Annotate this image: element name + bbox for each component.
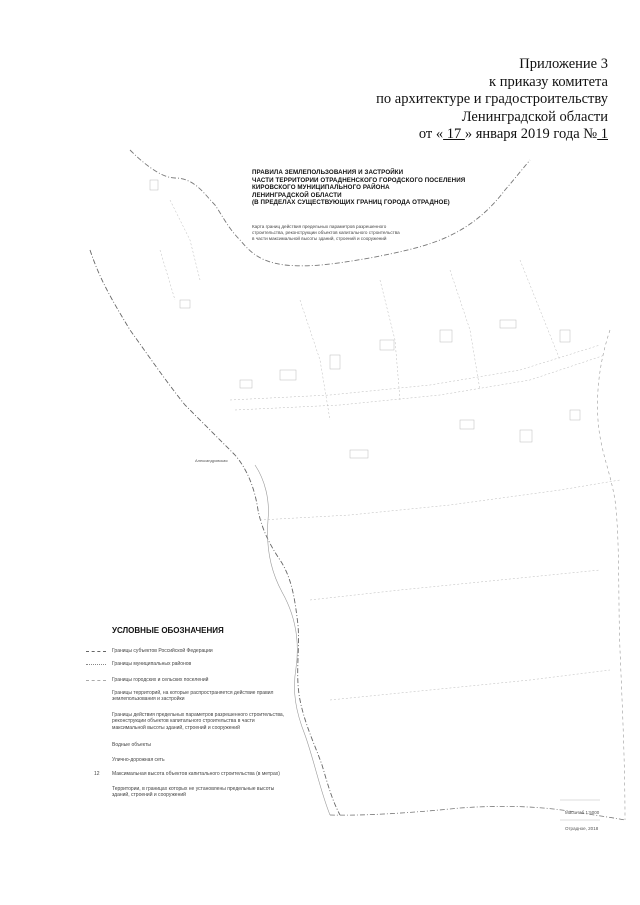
legend-title: УСЛОВНЫЕ ОБОЗНАЧЕНИЯ <box>112 626 224 635</box>
date-day: 17 <box>443 126 465 142</box>
legend-item-label: Границы субъектов Российской Федерации <box>112 648 213 654</box>
boundary-symbol-icon <box>86 651 106 652</box>
map-title-line: ПРАВИЛА ЗЕМЛЕПОЛЬЗОВАНИЯ И ЗАСТРОЙКИ <box>252 169 404 176</box>
date-middle: » января 2019 года № <box>464 126 598 142</box>
order-reference: к приказу комитета <box>489 73 608 90</box>
legend-item-label: Территории, в границах которых не установлены предельные высоты зданий, строений и сооружений <box>112 786 275 799</box>
legend-item-label: Границы городских и сельских поселений <box>112 677 209 683</box>
committee-name: по архитектуре и градостроительству <box>376 91 608 107</box>
street-network <box>160 200 620 700</box>
map-title-line: КИРОВСКОГО МУНИЦИПАЛЬНОГО РАЙОНА <box>252 184 390 192</box>
legend-item-label: Максимальная высота объектов капитального строительства (в метрах) <box>112 771 280 777</box>
date-prefix: от « <box>418 126 444 142</box>
legend-item-label: Водные объекты <box>112 742 151 748</box>
height-number-symbol: 12 <box>94 771 100 777</box>
legend-item-label: Границы действия предельных параметров разрешенного строительства, реконструкции объектов капитального строительства в части максимальной высоты зданий, строений и сооружений <box>112 712 285 731</box>
territory-boundary-right <box>598 330 626 820</box>
boundary-symbol-icon <box>86 664 106 665</box>
legend-item-label: Улично-дорожная сеть <box>112 757 165 763</box>
map-title <box>252 169 512 207</box>
region-name: Ленинградской области <box>461 108 608 125</box>
appendix-title: Приложение 3 <box>519 56 608 72</box>
city-year-label: Отрадное, 2018 <box>565 826 599 831</box>
map-title-line: ЧАСТИ ТЕРРИТОРИИ ОТРАДНЕНСКОГО ГОРОДСКОГО ПОСЕЛЕНИЯ <box>252 176 466 184</box>
boundary-symbol-icon <box>86 680 106 681</box>
map-title-line: ЛЕНИНГРАДСКОЙ ОБЛАСТИ <box>252 191 342 199</box>
map-description: Карта границ действия предельных параметров разрешенного строительства, реконструкции объектов капитального строительства в части максимальной высоты зданий, строений и сооружений <box>252 224 400 241</box>
legend-item-label: Границы муниципальных районов <box>112 661 192 667</box>
territory-boundary-upper <box>130 150 530 266</box>
order-number: 1 <box>597 126 608 142</box>
building-blocks <box>150 180 580 458</box>
legend-item-label: Границы территорий, на которые распространяется действие правил землепользования и застройки <box>112 690 274 703</box>
scale-label: Масштаб 1:5000 <box>565 810 600 815</box>
river-label: Александровская <box>195 458 228 463</box>
map-title-line: (В ПРЕДЕЛАХ СУЩЕСТВУЮЩИХ ГРАНИЦ ГОРОДА ОТРАДНОЕ) <box>252 199 450 207</box>
